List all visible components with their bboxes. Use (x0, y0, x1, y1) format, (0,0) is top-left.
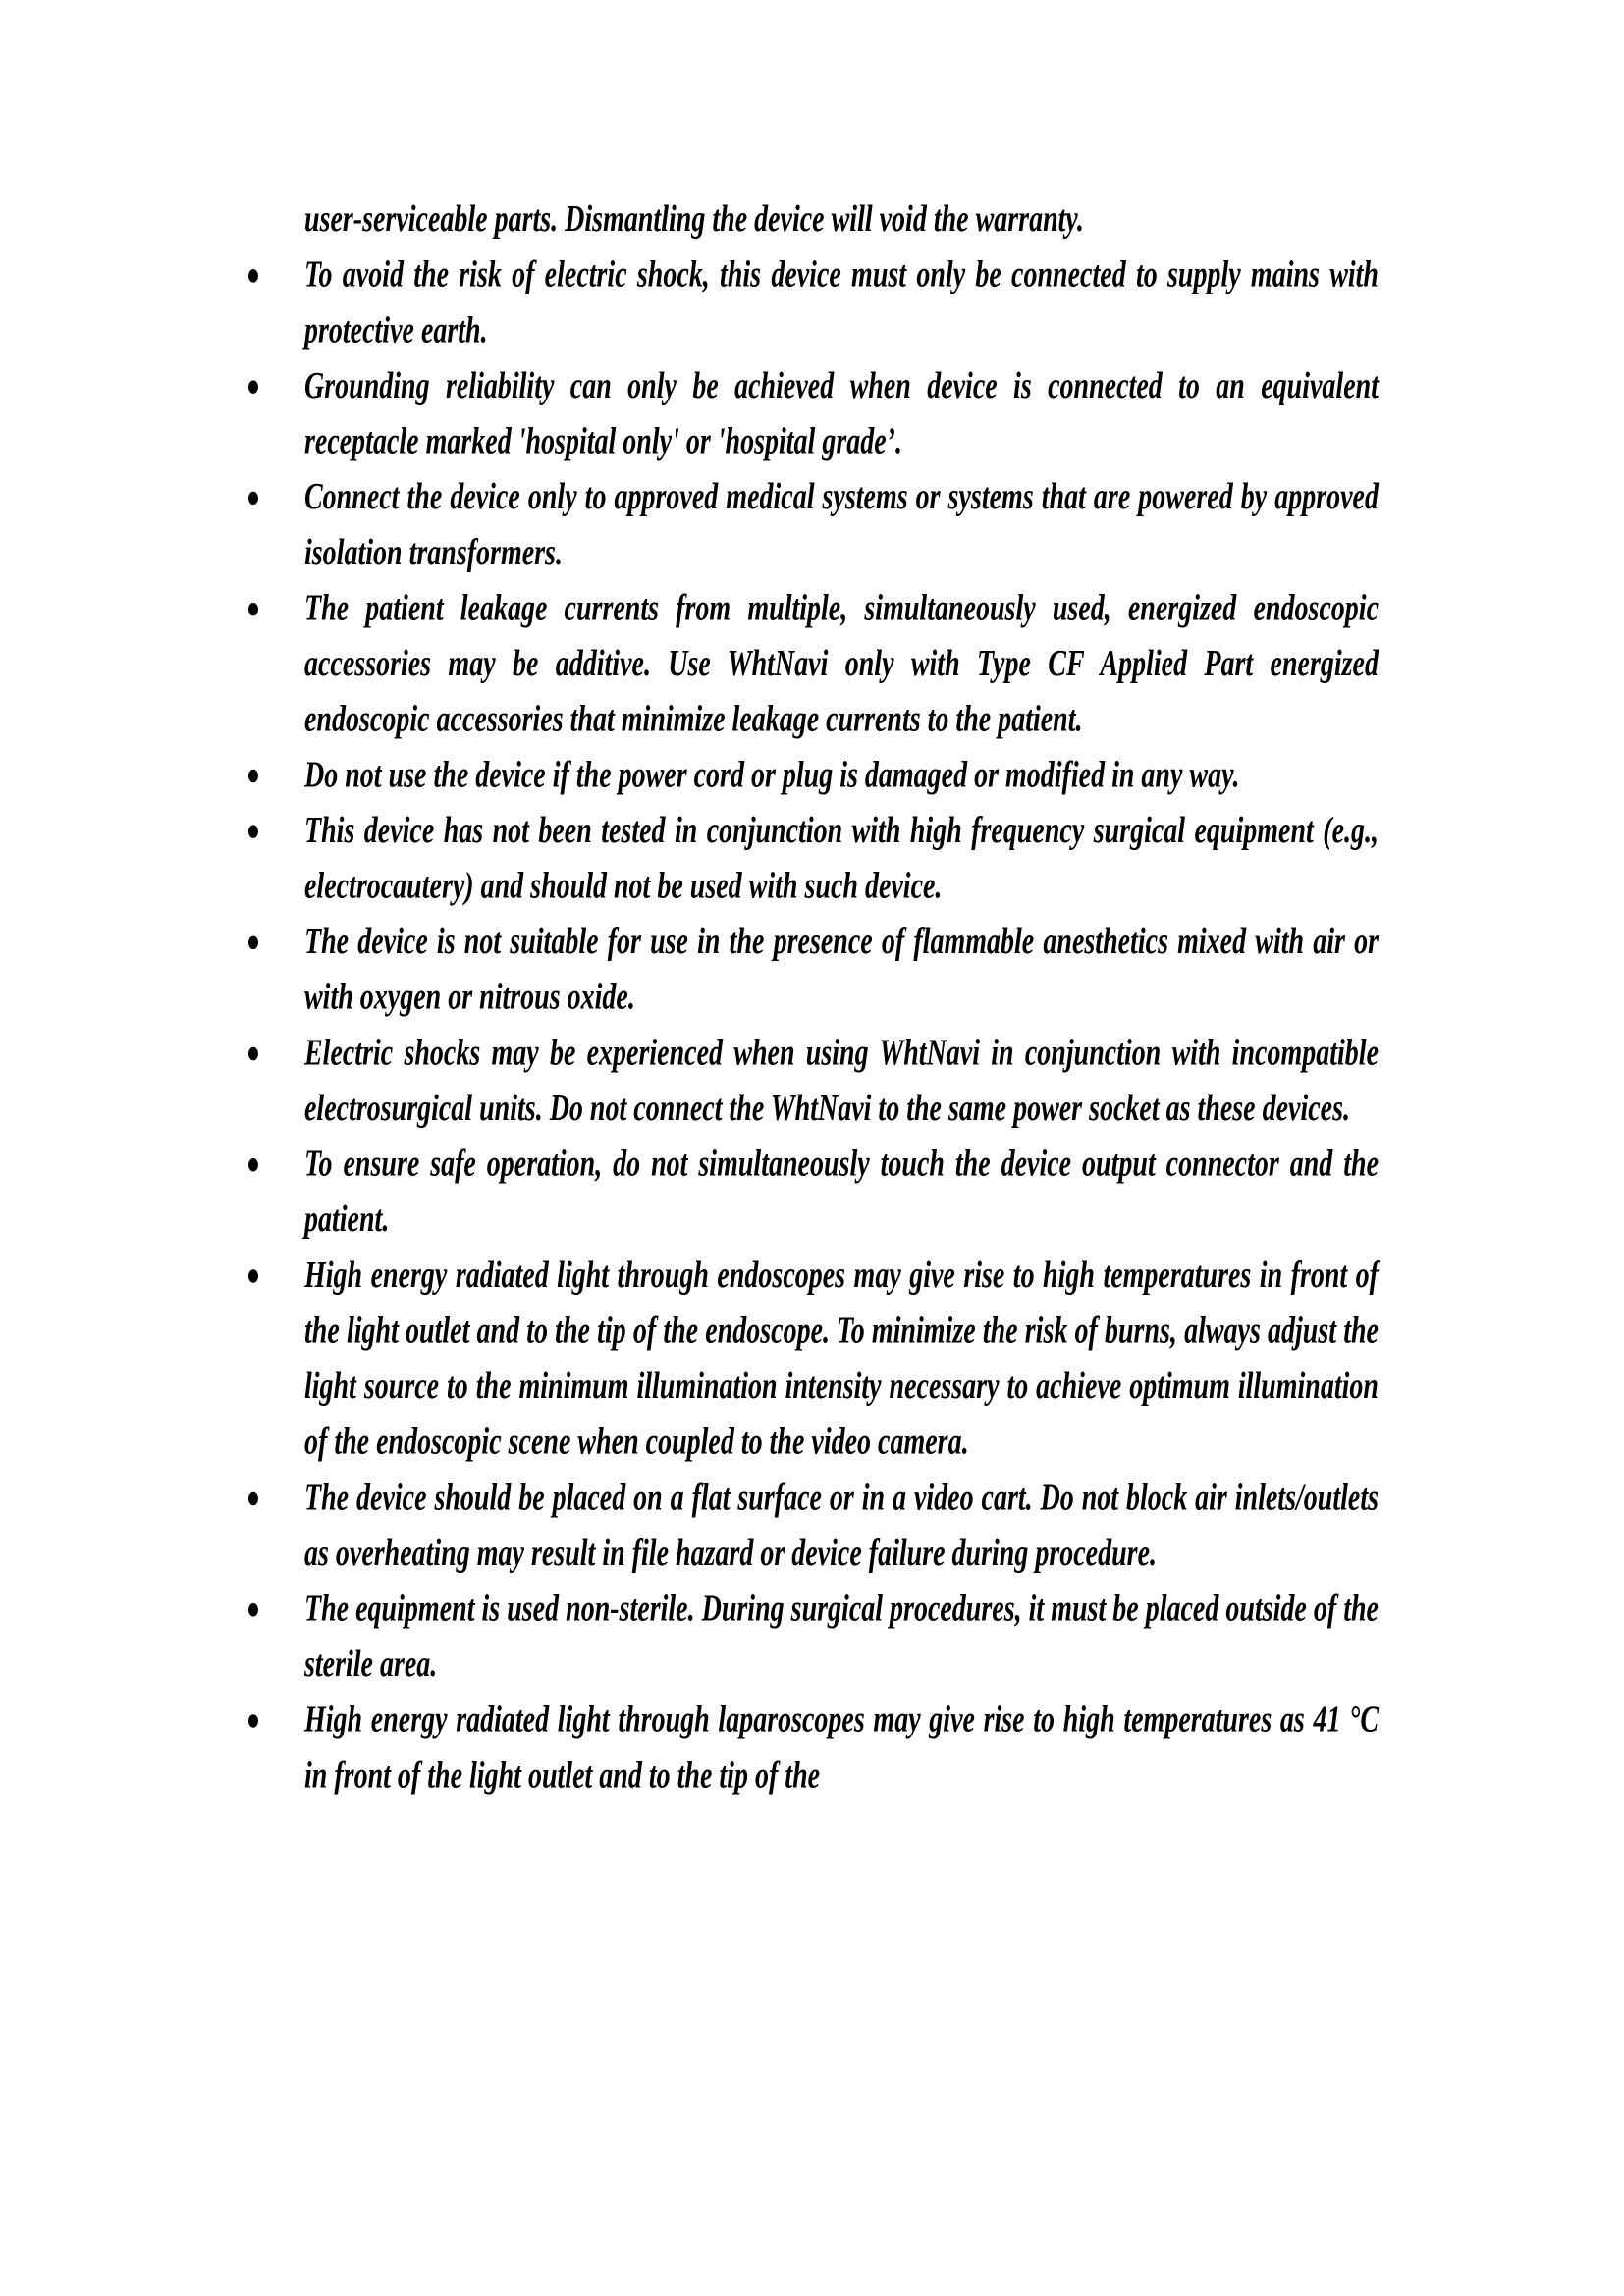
paragraph-text: user-serviceable parts. Dismantling the device will void the warranty. (304, 198, 1084, 240)
bullet-icon (248, 492, 258, 505)
bullet-icon (248, 1047, 258, 1060)
list-item (304, 804, 1379, 915)
bullet-paragraph-text: The device should be placed on a flat surface or in a video cart. Do not block air inlets/outlets as overheating may result in file hazard or device failure during procedure. (304, 1476, 1379, 1575)
list-item (304, 1470, 1379, 1581)
list-item (304, 1026, 1379, 1137)
bullet-icon (248, 1714, 258, 1727)
bullet-icon (248, 1603, 258, 1616)
bullet-paragraph-text: This device has not been tested in conjunction with high frequency surgical equipment (e.g., electrocautery) and should not be used with such device. (304, 810, 1379, 907)
list-item (304, 581, 1379, 748)
list-item (304, 248, 1379, 359)
list-item (304, 1581, 1379, 1692)
bullet-icon (248, 1492, 258, 1505)
bullet-icon (248, 269, 258, 282)
list-item (304, 915, 1379, 1026)
bullet-icon (248, 603, 258, 615)
bullet-paragraph-text: The equipment is used non-sterile. During surgical procedures, it must be placed outside of the sterile area. (304, 1588, 1379, 1685)
bullet-icon (248, 825, 258, 837)
bullet-paragraph-text: Electric shocks may be experienced when using WhtNavi in conjunction with incompatible electrosurgical units. Do not connect the WhtNavi to the same power socket as these devices. (304, 1032, 1379, 1130)
bullet-paragraph-text: Grounding reliability can only be achieved when device is connected to an equivalent receptacle marked 'hospital only' or 'hospital grade’. (304, 365, 1379, 462)
list-item (304, 1693, 1379, 1804)
bullet-icon (248, 936, 258, 949)
list-item (304, 748, 1379, 804)
list-item (304, 470, 1379, 581)
bullet-icon (248, 1269, 258, 1282)
bullet-icon (248, 380, 258, 393)
paragraph-continuation (304, 192, 1379, 248)
bullet-paragraph-text: To avoid the risk of electric shock, this device must only be connected to supply mains with protective earth. (304, 254, 1379, 351)
bullet-paragraph-text: The patient leakage currents from multiple, simultaneously used, energized endoscopic accessories may be additive. Use WhtNavi only with Type CF Applied Part energized endoscopic accessories that minimize leakage currents to the patient. (304, 588, 1379, 741)
list-item (304, 1249, 1379, 1470)
bullet-paragraph-text: The device is not suitable for use in the presence of flammable anesthetics mixed with air or with oxygen or nitrous oxide. (304, 921, 1379, 1019)
warnings-bullet-list (304, 248, 1379, 1804)
bullet-paragraph-text: High energy radiated light through endoscopes may give rise to high temperatures in front of the light outlet and to the tip of the endoscope. To minimize the risk of burns, always adjust the light source to the minimum illumination intensity necessary to achieve optimum illumination of the endoscopic scene when coupled to the video camera. (304, 1255, 1379, 1464)
bullet-icon (248, 1158, 258, 1171)
list-item (304, 359, 1379, 470)
bullet-icon (248, 770, 258, 782)
list-item (304, 1137, 1379, 1248)
bullet-paragraph-text: To ensure safe operation, do not simultaneously touch the device output connector and the patient. (304, 1144, 1379, 1241)
bullet-paragraph-text: Do not use the device if the power cord or plug is damaged or modified in any way. (304, 754, 1240, 796)
warnings-text-block (304, 192, 1379, 1804)
bullet-paragraph-text: Connect the device only to approved medical systems or systems that are powered by approved isolation transformers. (304, 476, 1379, 574)
bullet-paragraph-text: High energy radiated light through laparoscopes may give rise to high temperatures as 41 °C in front of the light outlet and to the tip of the (304, 1699, 1379, 1796)
